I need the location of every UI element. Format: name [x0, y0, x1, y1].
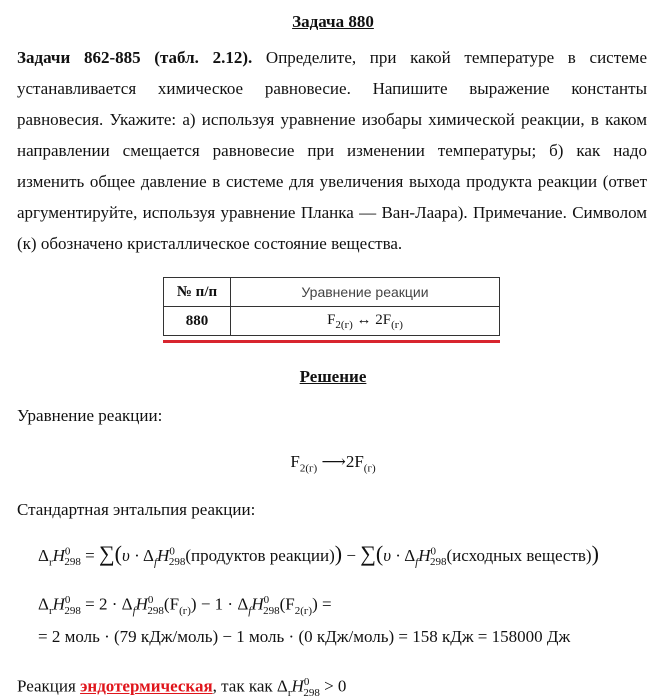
conclusion-prefix: Реакция: [17, 676, 81, 696]
enthalpy-label: Стандартная энтальпия реакции:: [17, 500, 256, 519]
products-label: (продуктов реакции): [185, 546, 335, 565]
product: 2F: [345, 452, 364, 471]
column-header-reaction: Уравнение реакции: [231, 278, 500, 307]
task-description: [17, 42, 647, 259]
coefficient: 1: [214, 594, 224, 614]
species-state: (г): [179, 605, 191, 618]
conclusion-tail: > 0: [319, 676, 347, 696]
product-state: (г): [391, 318, 403, 331]
reactant-state: 2(г): [335, 318, 353, 331]
column-header-number: № п/п: [164, 278, 231, 307]
equilibrium-arrow-icon: ↔: [356, 311, 372, 328]
task-text: Определите, при какой температуре в системе устанавливается химическое равновесие. Напишите выражение константы равновесия. Укажите: а) используя уравнение изобары химической реакции, в каком направлении смещается равновесие при изменении температуры; б) как надо изменить общее давление в системе для увеличения выхода продукта реакции (ответ аргументируйте, используя уравнение Планка — Ван-Лаара). Примечание. Символом (к) обозначено кристаллическое состояние вещества.: [17, 48, 647, 253]
endothermic-highlight: эндотермическая: [80, 676, 213, 696]
table-row: [164, 307, 500, 336]
reaction-table: [163, 277, 500, 336]
reactant-state: 2(г): [299, 462, 318, 475]
species: F: [169, 594, 180, 614]
species: F: [285, 594, 295, 614]
product: 2F: [375, 311, 392, 328]
red-underline: [163, 340, 500, 343]
reactant: F: [327, 311, 336, 328]
row-number: 880: [164, 307, 231, 336]
enthalpy-result: = 2 моль · (79 кДж/моль) − 1 моль · (0 кДж/моль) = 158 кДж = 158000 Дж: [38, 627, 571, 646]
row-reaction: [231, 307, 500, 336]
enthalpy-substituted-formula: $\Delta_rH^0_{298} = 2 \cdot \Delta_fH^0_{298}(F_{(г)}) - 1 \cdot \Delta_fH^0_{298}(F_{2(г)})$ =: [38, 594, 332, 618]
reaction-equation: [0, 452, 666, 474]
coefficient: 2: [98, 594, 108, 614]
task-range-label: Задачи 862-885 (табл. 2.12).: [17, 48, 253, 67]
enthalpy-general-formula: $\Delta_rH^0_{298} = \sum(\upsilon$ · $\Delta_fH^0_{298}(продуктов$ реакции)) − $\sum(\upsilon \cdot \Delta_fH^0_{298}(исходных$ веществ)): [38, 541, 599, 569]
species-state: 2(г): [294, 605, 313, 618]
table-header-row: [164, 278, 500, 307]
reactants-label: (исходных веществ): [446, 546, 592, 565]
reaction-arrow-icon: ⟶: [321, 452, 346, 471]
reactant: F: [290, 452, 300, 471]
solution-heading: Решение: [299, 367, 367, 386]
task-title: Задача 880: [292, 12, 374, 31]
conclusion-suffix: , так как Δ: [212, 676, 288, 696]
product-state: (г): [363, 462, 376, 475]
reaction-label: Уравнение реакции:: [17, 406, 163, 425]
conclusion-line: Реакция эндотермическая, так как $\Delta_rH^0_{298} > 0$: [17, 676, 347, 699]
